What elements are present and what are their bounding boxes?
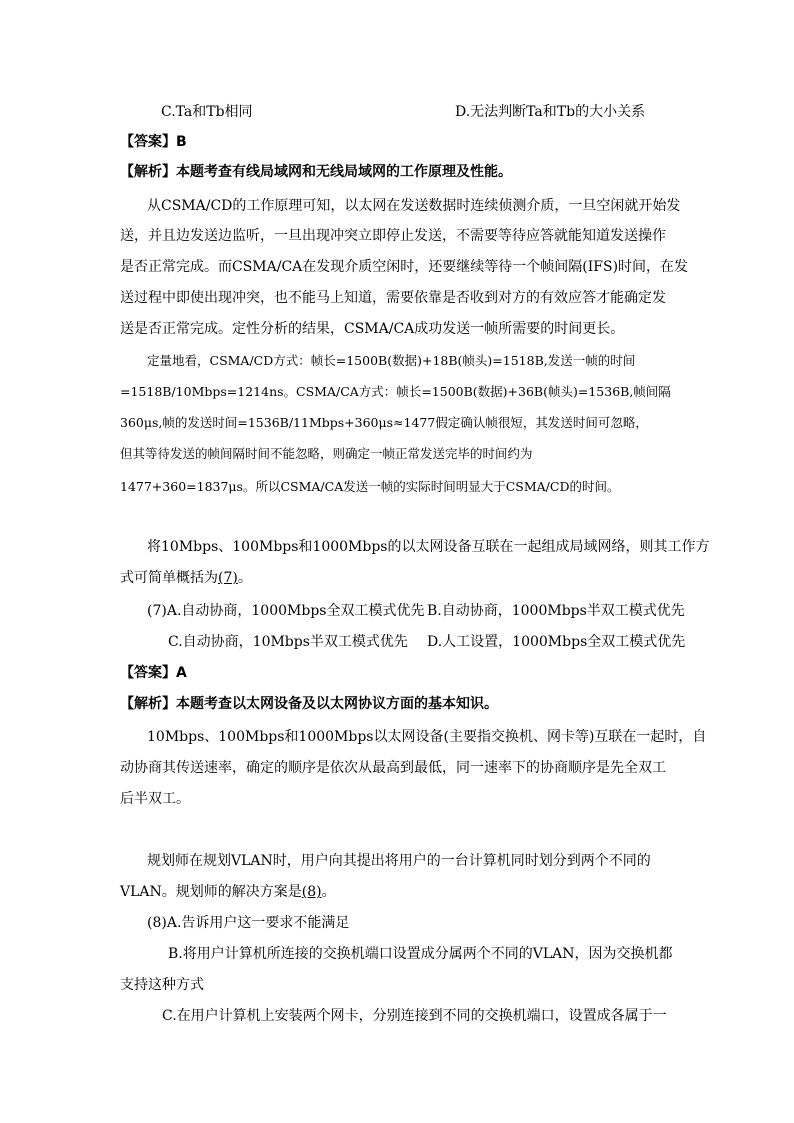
q6-p1-line: 送过程中即使出现冲突，也不能马上知道，需要依靠是否收到对方的有效应答才能确定发 <box>120 290 666 306</box>
q7-option-d: D.人工设置，1000Mbps全双工模式优先 <box>427 634 686 650</box>
q7-p1-line: 动协商其传送速率，确定的顺序是依次从最高到最低，同一速率下的协商顺序是先全双工 <box>120 760 666 776</box>
answer-value: B <box>176 134 187 150</box>
q8-option-a: (8)A.告诉用户这一要求不能满足 <box>147 915 350 931</box>
q8-option-b-line: 支持这种方式 <box>120 977 204 993</box>
answer-label: 【答案】 <box>120 134 176 150</box>
analysis-title: 本题考查以太网设备及以太网协议方面的基本知识。 <box>176 696 498 712</box>
analysis-title: 本题考查有线局域网和无线局域网的工作原理及性能。 <box>176 164 512 180</box>
q8-stem-line <box>120 882 336 902</box>
q6-p1-line: 送是否正常完成。定性分析的结果，CSMA/CA成功发送一帧所需要的时间更长。 <box>120 321 625 337</box>
analysis-label: 【解析】 <box>120 696 176 712</box>
q7-answer <box>120 663 187 683</box>
q6-p2-line: 1477+360=1837μs。所以CSMA/CA发送一帧的实际时间明显大于CSMA/CD的时间。 <box>120 479 620 494</box>
q6-p1-line: 送，并且边发送边监听，一旦出现冲突立即停止发送，不需要等待应答就能知道发送操作 <box>120 228 666 244</box>
q7-option-a: (7)A.自动协商，1000Mbps全双工模式优先 <box>147 603 425 619</box>
q7-p1-line: 后半双工。 <box>120 791 190 807</box>
q8-stem-suffix: 。 <box>321 884 336 900</box>
q8-blank: (8) <box>301 884 322 900</box>
q6-p2-line: 但其等待发送的帧间隔时间不能忽略，则确定一帧正常发送完毕的时间约为 <box>120 446 533 461</box>
q6-option-d: D.无法判断Ta和Tb的大小关系 <box>455 104 646 120</box>
q7-stem-suffix: 。 <box>237 570 252 586</box>
q8-option-b-line: B.将用户计算机所连接的交换机端口设置成分属两个不同的VLAN，因为交换机都 <box>168 946 673 962</box>
answer-value: A <box>176 665 187 681</box>
q7-option-c: C.自动协商，10Mbps半双工模式优先 <box>168 634 408 650</box>
q8-stem-prefix: VLAN。规划师的解决方案是 <box>120 884 302 900</box>
q7-stem-line <box>120 568 252 588</box>
q7-analysis-heading <box>120 694 498 714</box>
q6-answer <box>120 132 187 152</box>
q6-p1-line: 从CSMA/CD的工作原理可知，以太网在发送数据时连续侦测介质，一旦空闲就开始发 <box>147 198 681 214</box>
q6-option-c: C.Ta和Tb相同 <box>161 104 253 120</box>
q7-p1-line: 10Mbps、100Mbps和1000Mbps以太网设备(主要指交换机、网卡等)互联在一起时，自 <box>147 729 707 745</box>
q7-stem-prefix: 式可简单概括为 <box>120 570 218 586</box>
q7-stem-line: 将10Mbps、100Mbps和1000Mbps的以太网设备互联在一起组成局域网络，则其工作方 <box>147 539 710 555</box>
q8-stem-line: 规划师在规划VLAN时，用户向其提出将用户的一台计算机同时划分到两个不同的 <box>147 853 651 869</box>
q8-option-c-line: C.在用户计算机上安装两个网卡，分别连接到不同的交换机端口，设置成各属于一 <box>162 1008 667 1024</box>
q6-p2-line: 360μs,帧的发送时间=1536B/11Mbps+360μs≈1477假定确认帧很短，其发送时间可忽略， <box>120 415 648 430</box>
q6-p1-line: 是否正常完成。而CSMA/CA在发现介质空闲时，还要继续等待一个帧间隔(IFS)时间，在发 <box>120 259 689 275</box>
q6-analysis-heading <box>120 162 512 182</box>
q7-blank: (7) <box>218 570 238 586</box>
q7-option-b: B.自动协商，1000Mbps半双工模式优先 <box>427 603 685 619</box>
analysis-label: 【解析】 <box>120 164 176 180</box>
answer-label: 【答案】 <box>120 665 176 681</box>
q6-p2-line: =1518B/10Mbps=1214ns。CSMA/CA方式：帧长=1500B(数据)+36B(帧头)=1536B,帧间隔 <box>120 384 671 399</box>
q6-p2-line: 定量地看，CSMA/CD方式：帧长=1500B(数据)+18B(帧头)=1518B,发送一帧的时间 <box>147 353 636 368</box>
